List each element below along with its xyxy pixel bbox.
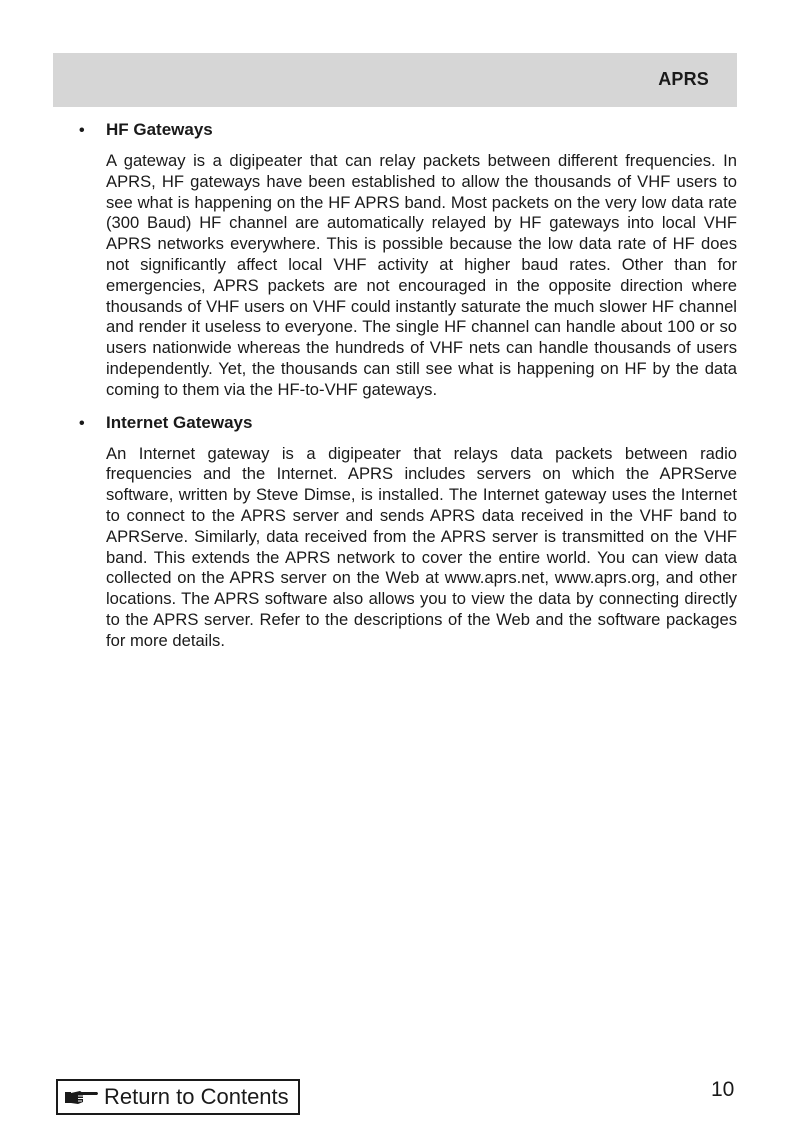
section-body: An Internet gateway is a digipeater that relays data packets between radio frequencies and the Internet. APRS includes servers on which the APRServe software, written by Steve Dimse, is installed. The Internet gateway uses the Internet to connect to the APRS server and sends APRS data received in the VHF band to APRServe. Similarly, data received from the APRS server is transmitted on the VHF band. This extends the APRS network to cover the entire world. You can view data collected on the APRS server on the Web at www.aprs.net, www.aprs.org, and other locations. The APRS software also allows you to view the data by connecting directly to the APRS server. Refer to the descriptions of the Web and the software packages for more details.: [106, 443, 737, 650]
page-content: [0, 118, 789, 652]
bullet-icon: •: [79, 414, 85, 432]
return-to-contents-button[interactable]: [56, 1079, 300, 1115]
pointing-hand-icon: [64, 1087, 100, 1107]
section-internet-gateways: [0, 411, 789, 652]
section-body: A gateway is a digipeater that can relay packets between different frequencies. In APRS, HF gateways have been established to allow the thousands of VHF users to see what is happening on the HF APRS band. Most packets on the very low data rate (300 Baud) HF channel are automatically relayed by HF gateways into local VHF APRS networks everywhere. This is possible because the low data rate of HF does not significantly affect local VHF activity at higher baud rates. Other than for emergencies, APRS packets are not encouraged in the opposite direction where thousands of VHF users on VHF could instantly saturate the much slower HF channel and render it useless to everyone. The single HF channel can handle about 100 or so users nationwide whereas the hundreds of VHF nets can handle thousands of users independently. Yet, the thousands can still see what is happening on HF by the data coming to them via the HF-to-VHF gateways.: [106, 151, 737, 399]
header-title: APRS: [658, 69, 709, 89]
return-label: Return to Contents: [104, 1084, 289, 1109]
page-number: 10: [711, 1078, 735, 1101]
page-header: [53, 53, 737, 107]
section-hf-gateways: [0, 118, 789, 401]
bullet-icon: •: [79, 122, 85, 139]
section-heading: HF Gateways: [106, 120, 213, 139]
section-heading: Internet Gateways: [106, 412, 253, 432]
